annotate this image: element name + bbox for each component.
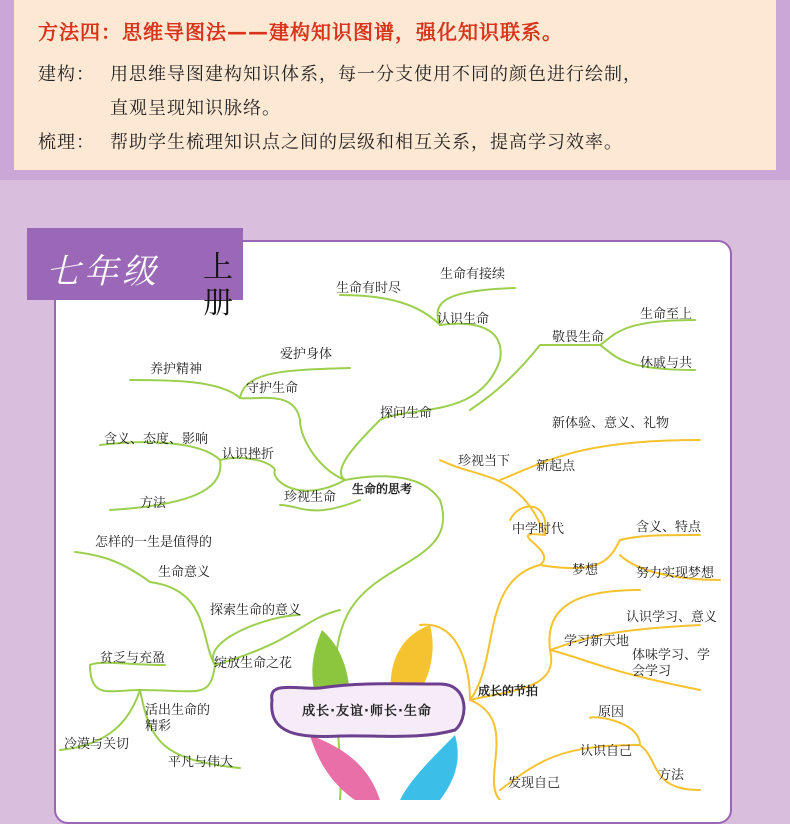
leaf-pink-shape [310,735,380,800]
mm-label: 学习新天地 [564,634,630,649]
mm-label: 怎样的一生是值得的 [95,535,213,550]
mm-label: 平凡与伟大 [168,755,234,770]
mm-label: 认识挫折 [222,447,275,462]
mm-label: 含义、态度、影响 [104,432,209,447]
desc-line-3: 梳理： 帮助学生梳理知识点之间的层级和相互关系，提高学习效率。 [38,132,623,153]
mm-label: 探索生命的意义 [210,603,302,618]
volume-label: 上册 [203,250,233,321]
mm-label: 体味学习、学会学习 [632,648,711,679]
mm-label: 努力实现梦想 [636,566,715,581]
mm-label: 贫乏与充盈 [100,651,166,666]
branch-growth-rhythm: 成长的节拍 [478,684,539,698]
mm-label: 养护精神 [150,362,203,377]
desc-line-2: 直观呈现知识脉络。 [110,98,281,119]
mm-label: 生命有时尽 [336,281,402,296]
branch-life-thinking: 生命的思考 [352,482,413,496]
mm-label: 方法 [658,768,685,783]
mm-label: 生命至上 [640,307,693,322]
grade-title: 七年级 [46,252,160,292]
mm-label: 生命意义 [158,565,211,580]
mm-label: 认识学习、意义 [626,610,718,625]
mm-label: 中学时代 [512,522,565,537]
mm-label: 认识生命 [437,312,490,327]
mm-label: 原因 [598,705,625,720]
mm-label: 珍视当下 [458,454,511,469]
mm-label: 冷漠与关切 [64,737,130,752]
mm-label: 活出生命的精彩 [145,703,211,734]
mm-label: 探问生命 [380,406,433,421]
mm-label: 生命有接续 [440,267,506,282]
mm-label: 新体验、意义、礼物 [552,416,670,431]
desc-line-1: 建构： 用思维导图建构知识体系，每一分支使用不同的颜色进行绘制， [38,64,642,85]
mm-label: 守护生命 [246,381,299,396]
mm-label: 休戚与共 [640,356,693,371]
mm-label: 新起点 [536,459,576,474]
method-heading: 方法四：思维导图法——建构知识图谱，强化知识联系。 [38,20,563,44]
mm-label: 方法 [140,496,167,511]
mm-label: 敬畏生命 [552,330,605,345]
leaf-blue-shape [400,735,458,800]
mm-label: 认识自己 [580,744,633,759]
mindmap-center-topic: 成长·友谊·师长·生命 [302,704,432,719]
mm-label: 发现自己 [508,776,561,791]
mm-label: 珍视生命 [284,490,337,505]
mm-label: 梦想 [572,563,599,578]
mm-label: 爱护身体 [280,347,333,362]
mm-label: 含义、特点 [636,520,702,535]
mm-label: 绽放生命之花 [214,656,293,671]
